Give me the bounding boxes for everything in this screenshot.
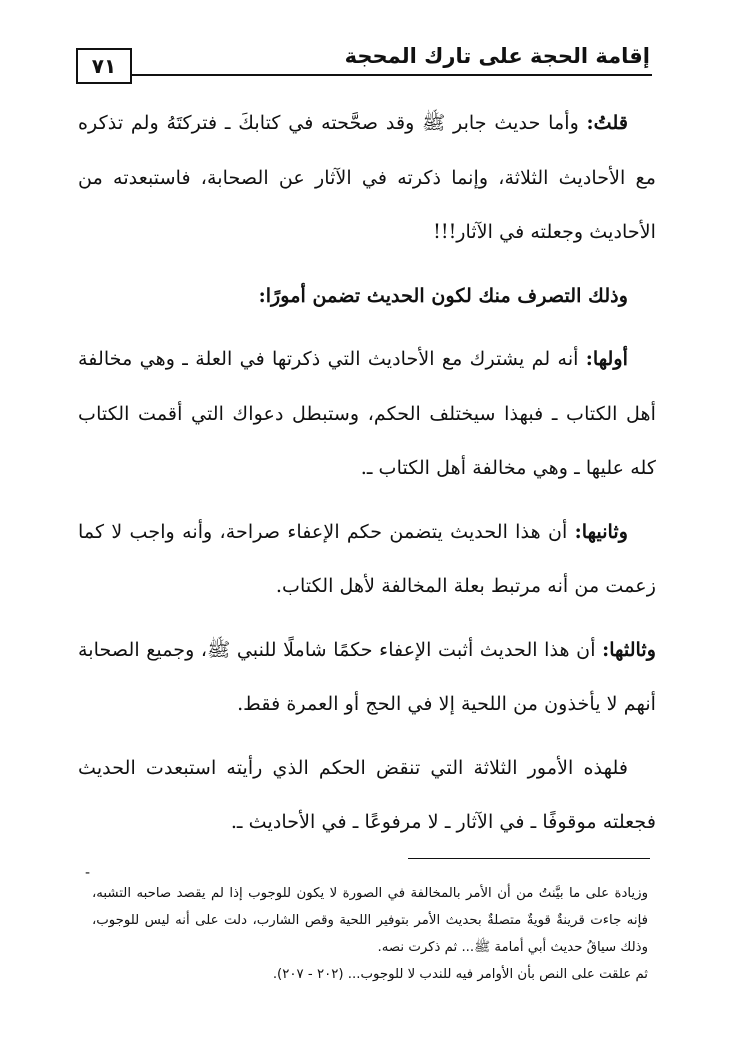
- footnote-marker: -: [85, 865, 91, 881]
- paragraph-4-lead: وثانيها:: [574, 519, 628, 543]
- paragraph-5: [78, 623, 656, 732]
- paragraph-4-text: أن هذا الحديث يتضمن حكم الإعفاء صراحة، وأنه واجب لا كما زعمت من أنه مرتبط بعلة المخالفة لأهل الكتاب.: [78, 519, 656, 597]
- paragraph-6: [78, 741, 656, 850]
- paragraph-5-lead: وثالثها:: [602, 637, 656, 661]
- paragraph-3: [78, 332, 656, 496]
- footnote-line-2: ثم علقت على النص بأن الأوامر فيه للندب لا للوجوب... (٢٠٢ - ٢٠٧).: [272, 967, 648, 982]
- page-header: [76, 44, 656, 94]
- paragraph-1: [78, 96, 656, 260]
- paragraph-1-lead: قلتُ:: [586, 111, 628, 134]
- paragraph-5-text: أن هذا الحديث أثبت الإعفاء حكمًا شاملًا للنبي ﷺ، وجميع الصحابة أنهم لا يأخذون من اللحية إلا في الحج أو العمرة فقط.: [78, 637, 656, 715]
- book-title: إقامة الحجة على تارك المحجة: [335, 44, 656, 70]
- footnote-divider: [408, 858, 650, 859]
- paragraph-6-text: فلهذه الأمور الثلاثة التي تنقض الحكم الذي رأيته استبعدت الحديث فجعلته موقوفًا ـ في الآثار ـ لا مرفوعًا ـ في الأحاديث ـ.: [78, 755, 656, 833]
- body-text: [78, 96, 656, 850]
- paragraph-2-text: وذلك التصرف منك لكون الحديث تضمن أمورًا:: [258, 283, 628, 307]
- paragraph-3-text: أنه لم يشترك مع الأحاديث التي ذكرتها في العلة ـ وهي مخالفة أهل الكتاب ـ فبهذا سيختلف الحكم، وستبطل دعواك التي أقمت الكتاب كله عليها ـ وهي مخالفة أهل الكتاب ـ.: [78, 347, 656, 479]
- paragraph-4: [78, 505, 656, 614]
- paragraph-3-lead: أولها:: [585, 347, 628, 370]
- footnote-line-1: وزيادة على ما بيَّنتُ من أن الأمر بالمخالفة في الصورة لا يكون للوجوب إذا لم يقصد صاحبه التشبه، فإنه جاءت قرينةٌ قويةٌ متصلةٌ بحديث الأمر بتوفير اللحية وقص الشارب، دلت على أنه ليس للوجوب، وذلك سياقُ حديث أبي أمامة ﷺ... ثم ذكرت نصه.: [92, 886, 648, 955]
- footnote: [92, 880, 648, 988]
- paragraph-1-text: وأما حديث جابر ﷺ وقد صحَّحته في كتابكَ ـ فتركتَهُ ولم تذكره مع الأحاديث الثلاثة، وإنما ذكرته في الآثار عن الصحابة، فاستبعدته من الأحاديث وجعلته في الآثار!!!: [78, 111, 656, 243]
- paragraph-2: [78, 269, 656, 324]
- header-rule: [130, 74, 652, 76]
- page-number: ٧١: [76, 48, 132, 84]
